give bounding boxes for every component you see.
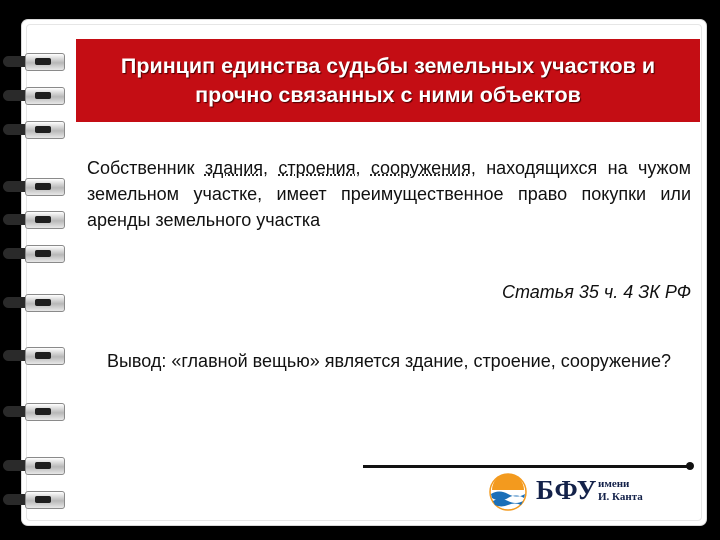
slide-title: Принцип единства судьбы земельных участков и прочно связанных с ними объектов — [120, 53, 656, 107]
body-paragraph — [87, 155, 691, 233]
conclusion-text: Вывод: «главной вещью» является здание, строение, сооружение? — [106, 351, 672, 371]
divider-dot — [686, 462, 694, 470]
binding-ring — [3, 293, 59, 311]
binding-ring — [3, 177, 59, 195]
logo-subtitle-line1: имени — [598, 478, 630, 490]
body-rest: , находящихся на чужом земельном участке, имеет преимущественное право покупки или аренды земельного участка — [87, 158, 691, 230]
spiral-binding — [0, 0, 70, 540]
body-word-owner: Собственник — [87, 158, 195, 178]
body-word-structure: строения — [278, 158, 356, 178]
logo-emblem-icon — [486, 472, 530, 512]
body-separator: , — [263, 158, 279, 178]
binding-ring — [3, 86, 59, 104]
body-word-building: здания — [204, 158, 264, 178]
body-word-construction: сооружения — [370, 158, 471, 178]
binding-ring — [3, 490, 59, 508]
binding-ring — [3, 346, 59, 364]
binding-ring — [3, 456, 59, 474]
citation: Статья 35 ч. 4 ЗК РФ — [502, 282, 691, 302]
binding-ring — [3, 210, 59, 228]
logo-subtitle — [598, 478, 643, 504]
binding-ring — [3, 402, 59, 420]
body-separator: , — [355, 158, 371, 178]
logo-subtitle-line2: И. Канта — [598, 491, 643, 503]
binding-ring — [3, 244, 59, 262]
binding-ring — [3, 120, 59, 138]
title-banner — [76, 39, 700, 122]
footer-divider — [363, 465, 691, 468]
university-logo — [486, 472, 696, 514]
logo-name: БФУ — [536, 475, 598, 505]
binding-ring — [3, 52, 59, 70]
